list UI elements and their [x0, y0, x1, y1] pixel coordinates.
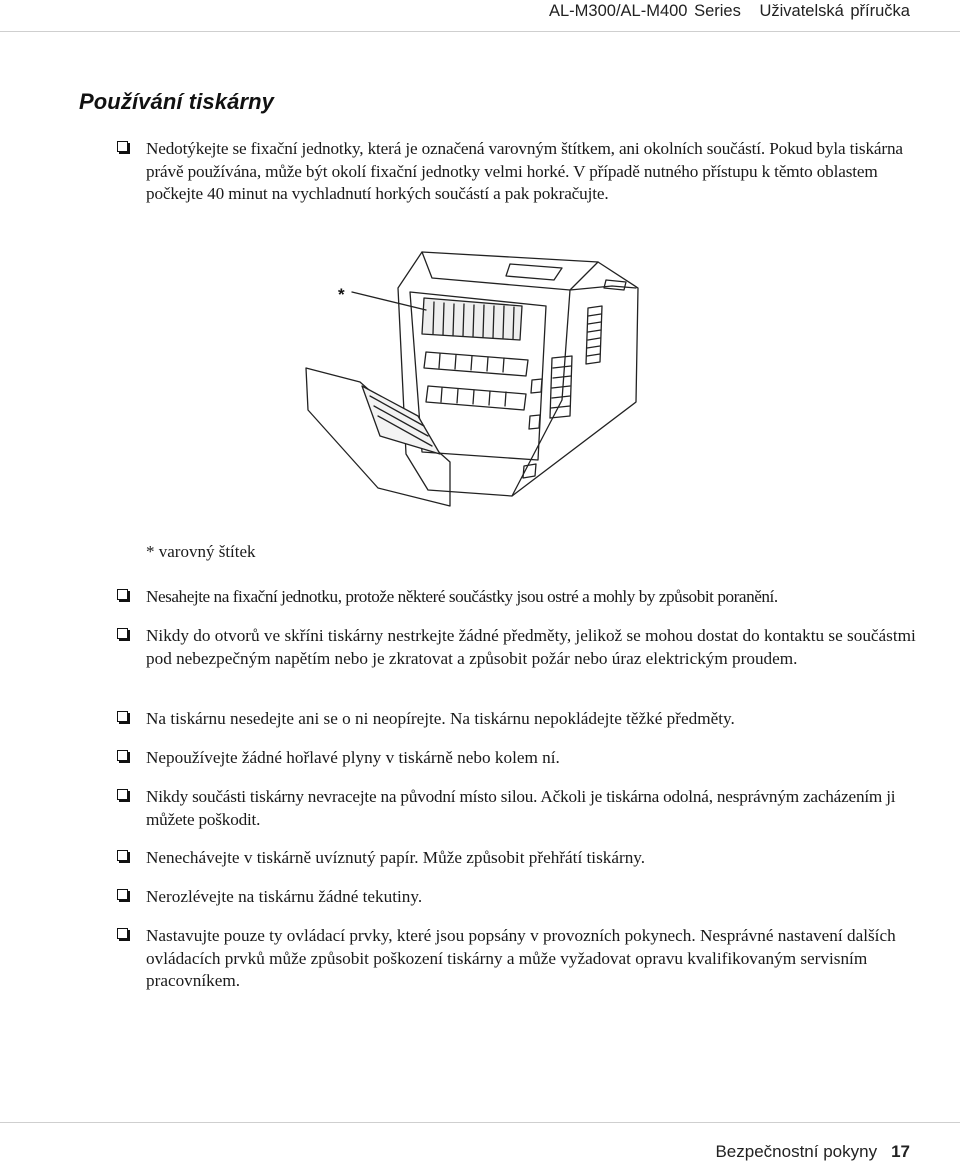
- paper-output-slot: [506, 264, 562, 280]
- header-guide-title: Uživatelská příručka: [759, 2, 910, 20]
- section-title: Používání tiskárny: [79, 89, 274, 114]
- list-item-text: Nikdy součásti tiskárny nevracejte na původní místo silou. Ačkoli je tiskárna odolná, nesprávným zacházením ji můžete poškodit.: [146, 787, 896, 829]
- checkbox-bullet-icon: [117, 928, 128, 939]
- list-item: [117, 786, 917, 831]
- page-footer: [715, 1141, 910, 1163]
- list-item: [117, 586, 917, 609]
- list-item: [117, 708, 917, 731]
- list-item: [117, 138, 917, 206]
- printer-top-outline: [398, 252, 638, 496]
- list-item-text: Nesahejte na fixační jednotku, protože některé součástky jsou ostré a mohly by způsobit poranění.: [146, 587, 778, 606]
- side-vent-slats: [587, 314, 601, 356]
- printer-top-panel: [422, 252, 598, 290]
- header-series: AL-M300/AL-M400 Series: [549, 2, 741, 20]
- checkbox-bullet-icon: [117, 789, 128, 800]
- checkbox-bullet-icon: [117, 850, 128, 861]
- figure-caption: * varovný štítek: [146, 542, 256, 561]
- page-number: 17: [891, 1142, 910, 1161]
- warning-label-marker: *: [338, 285, 345, 304]
- list-item-text: Nenechávejte v tiskárně uvíznutý papír. Může způsobit přehřátí tiskárny.: [146, 848, 646, 867]
- checkbox-bullet-icon: [117, 889, 128, 900]
- footer-divider: [0, 1122, 960, 1123]
- list-item: [117, 625, 917, 670]
- list-item: [117, 886, 917, 909]
- list-item-text: Nikdy do otvorů ve skříni tiskárny nestrkejte žádné předměty, jelikož se mohou dostat do kontaktu se součástmi pod nebezpečným napětím nebo je zkratovat a způsobit požár nebo úraz elektrickým proudem.: [146, 626, 916, 668]
- list-item-text: Nerozlévejte na tiskárnu žádné tekutiny.: [146, 887, 423, 906]
- printer-illustration: [300, 240, 660, 515]
- footer-section: Bezpečnostní pokyny: [715, 1142, 878, 1161]
- checkbox-bullet-icon: [117, 711, 128, 722]
- roller-ticks: [439, 354, 506, 406]
- fuser-unit: [422, 298, 522, 340]
- list-item-text: Nepoužívejte žádné hořlavé plyny v tiskárně nebo kolem ní.: [146, 748, 560, 767]
- header-text: [549, 0, 910, 22]
- list-item: [117, 847, 917, 870]
- list-item-text: Nedotýkejte se fixační jednotky, která je označená varovným štítkem, ani okolních součástí. Pokud byla tiskárna právě používána, může být okolí fixační jednotky velmi horké. V případě nutného přístupu k těmto oblastem počkejte 40 minut na vychladnutí horkých součástí a pak pokračujte.: [146, 139, 903, 203]
- checkbox-bullet-icon: [117, 628, 128, 639]
- top-right-detail: [604, 280, 626, 290]
- checkbox-bullet-icon: [117, 750, 128, 761]
- warning-label-pointer: [352, 292, 426, 310]
- checkbox-bullet-icon: [117, 141, 128, 152]
- list-item: [117, 747, 917, 770]
- checkbox-bullet-icon: [117, 589, 128, 600]
- page-header: [0, 0, 960, 24]
- header-divider: [0, 31, 960, 32]
- list-item-text: Nastavujte pouze ty ovládací prvky, které jsou popsány v provozních pokynech. Nesprávné nastavení dalších ovládacích prvků může způsobit poškození tiskárny a může vyžadovat opravu kvalifikovaným servisním pracovníkem.: [146, 926, 896, 990]
- list-item: [117, 925, 917, 993]
- list-item-text: Na tiskárnu nesedejte ani se o ni neopírejte. Na tiskárnu nepokládejte těžké předměty.: [146, 709, 735, 728]
